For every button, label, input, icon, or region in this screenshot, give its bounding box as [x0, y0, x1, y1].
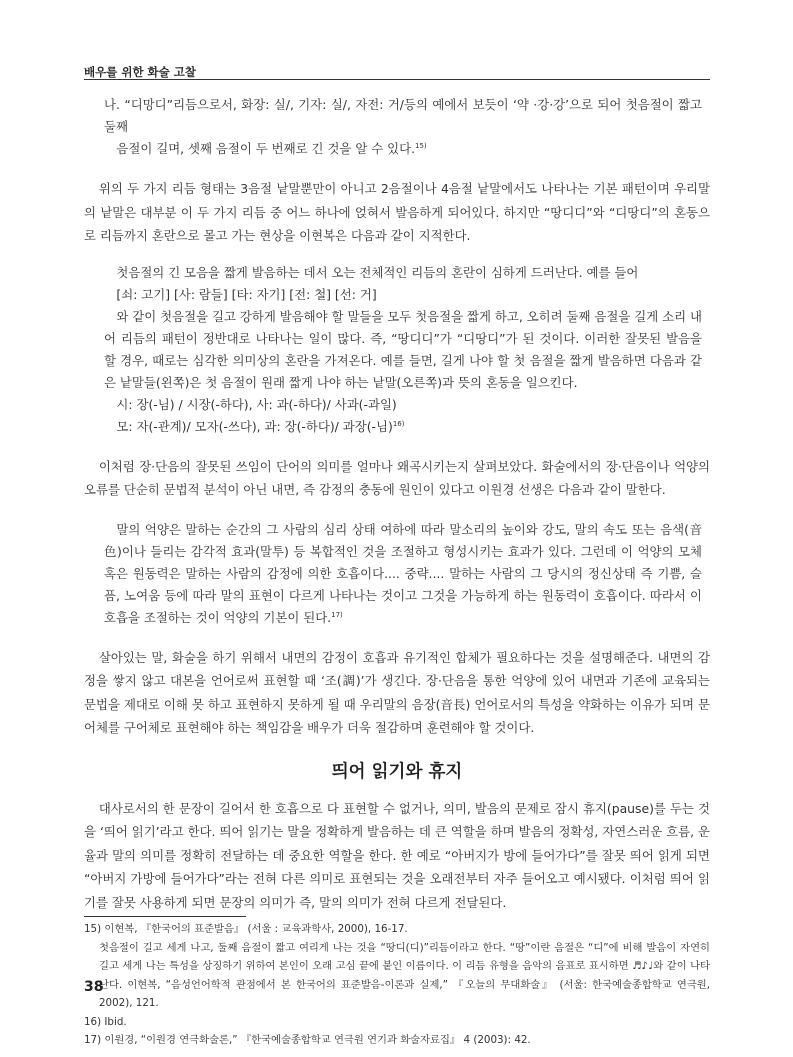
- page-body: [84, 94, 710, 1050]
- footnote-ref: 17): [331, 610, 343, 619]
- page-number: 38: [84, 979, 104, 995]
- footnote-17: 17) 이원경, “이원경 연극화술론,” 『한국예술종합학교 연극원 연기과 화술자료집』 4 (2003): 42.: [84, 1034, 531, 1046]
- quote-text: 모: 자(-관계)/ 모자(-쓰다), 과: 장(-하다)/ 과장(-님): [116, 418, 393, 434]
- footnote-16: 16) Ibid.: [84, 1015, 127, 1028]
- quote-text: 음절이 길며, 셋째 음절이 두 번째로 긴 것을 알 수 있다.: [116, 141, 416, 156]
- running-header: 배우를 위한 화술 고찰: [84, 65, 196, 79]
- footnote-15: 15) 이현복, 『한국어의 표준발음』 (서울 : 교육과학사, 2000), 16-17.: [84, 923, 408, 935]
- quote-line: [104, 138, 702, 160]
- paragraph: 대사로서의 한 문장이 길어서 한 호흡으로 다 표현할 수 없거나, 의미, 발음의 문제로 잠시 휴지(pause)를 두는 것을 ‘띄어 읽기’라고 한다. 띄어 읽기는 말을 정확하게 발음하는 데 큰 역할을 하며 발음의 정확성, 자연스러운 흐름, 운율과 말의 의미를 정확히 전달하는 데 중요한 역할을 한다. 한 예로 “아버지가 방에 들어가다”를 잘못 띄어 읽게 되면 “아버지 가방에 들어가다”라는 전혀 다른 의미로 표현되는 것을 오래전부터 자주 들어오고 예시됐다. 이처럼 띄어 읽기를 잘못 사용하게 되면 문장의 의미가 즉, 말의 의미가 전혀 다르게 전달된다.: [84, 800, 710, 910]
- quote-text: 말의 억양은 말하는 순간의 그 사람의 심리 상태 여하에 따라 말소리의 높이와 강도, 말의 속도 또는 음색(音色)이나 들리는 감각적 효과(말투) 등 복합적인 것을 조절하고 형성시키는 효과가 있다. 그런데 이 억양의 모체 혹은 원동력은 말하는 사람의 감정에 의한 호흡이다.... 중략.... 말하는 사람의 그 당시의 정신상태 즉 기쁨, 슬픔, 노여움 등에 따라 말의 표현이 다르게 나타나는 것이고 그것을 가능하게 하는 원동력이 호흡이다. 따라서 이 호흡을 조절하는 것이 억양의 기본이 된다.: [104, 521, 702, 625]
- block-quote-1: [84, 94, 710, 160]
- header-rule: [84, 79, 710, 80]
- block-quote-3: [84, 519, 710, 629]
- footnote-ref: 15): [415, 141, 427, 150]
- section-heading: 띄어 읽기와 휴지: [331, 761, 463, 782]
- paragraph: 살아있는 말, 화술을 하기 위해서 내면의 감정이 호흡과 유기적인 합체가 필요하다는 것을 설명해준다. 내면의 감정을 쌓지 않고 대본을 언어로써 표현할 때 ‘조(調)’가 생긴다. 장·단음을 통한 억양에 있어 내면과 기존에 교육되는 문법을 제대로 이해 못 하고 표현하지 못하게 될 때 우리말의 음장(音長) 언어로서의 특성을 약화하는 이유가 되며 문어체를 구어체로 표현해야 하는 책임감을 배우가 더욱 절감하며 훈련해야 할 것이다.: [84, 649, 710, 735]
- footnotes: [84, 920, 710, 1050]
- quote-line: 나. “디망디”리듬으로서, 화장: 실/, 기자: 실/, 자전: 거/등의 예에서 보듯이 ‘약 ·강·강’으로 되어 첫음절이 짧고 둘째: [104, 97, 702, 134]
- quote-line: 첫음절의 긴 모음을 짧게 발음하는 데서 오는 전체적인 리듬의 혼란이 심하게 드러난다. 예를 들어: [116, 264, 639, 280]
- quote-line: [쇠: 고기] [사: 람들] [타: 자기] [전: 철] [선: 거]: [116, 286, 377, 302]
- block-quote-2: [84, 262, 710, 438]
- footnote-ref: 16): [392, 419, 405, 428]
- paragraph: 이처럼 장·단음의 잘못된 쓰임이 단어의 의미를 얼마나 왜곡시키는지 살펴보았다. 화술에서의 장·단음이나 억양의 오류를 단순히 문법적 분석이 아닌 내면, 즉 감정의 충동에 원인이 있다고 이원경 선생은 다음과 같이 말한다.: [84, 458, 710, 497]
- quote-line: 와 같이 첫음절을 길고 강하게 발음해야 할 말들을 모두 첫음절을 짧게 하고, 오히려 둘째 음절을 길게 소리 내어 리듬의 패턴이 정반대로 나타나는 일이 많다. 즉, “땅디디”가 “디땅디”가 된 것이다. 이러한 잘못된 발음을 할 경우, 때로는 심각한 의미상의 혼란을 가져온다. 예를 들면, 길게 나야 할 첫 음절을 짧게 발음하면 다음과 같은 낱말들(왼쪽)은 첫 음절이 원래 짧게 나야 하는 낱말(오른쪽)과 뜻의 혼동을 일으킨다.: [104, 308, 702, 390]
- quote-line: [104, 519, 702, 629]
- paragraph: 위의 두 가지 리듬 형태는 3음절 낱말뿐만이 아니고 2음절이나 4음절 낱말에서도 나타나는 기본 패턴이며 우리말의 낱말은 대부분 이 두 가지 리듬 중 어느 하나에 얹혀서 발음하게 되어있다. 하지만 “땅디디”와 “디땅디”의 혼동으로 리듬까지 혼란으로 몰고 가는 현상을 이현복은 다음과 같이 지적한다.: [84, 181, 710, 243]
- footnote-rule: [84, 916, 246, 917]
- footnote-15-text: 첫음절이 길고 세게 나고, 둘째 음절이 짧고 여리게 나는 것을 “땅디(디)”리듬이라고 한다. “땅”이란 음절은 “디”에 비해 발음이 자연히 길고 세게 나는 특성을 상징하기 위하여 본인이 오래 고심 끝에 붙인 이름이다. 이 리듬 유형을 음악의 음표로 표시하면 ♬♪♩와 같이 나타난다. 이현복, “음성언어학적 관점에서 본 한국어의 표준발음-이론과 실제,” 『오늘의 무대화술』 (서울: 한국예술종합학교 연극원, 2002), 121.: [99, 941, 710, 1009]
- quote-line: [104, 416, 702, 438]
- quote-line: 시: 장(-님) / 시장(-하다), 사: 과(-하다)/ 사과(-과일): [116, 396, 397, 412]
